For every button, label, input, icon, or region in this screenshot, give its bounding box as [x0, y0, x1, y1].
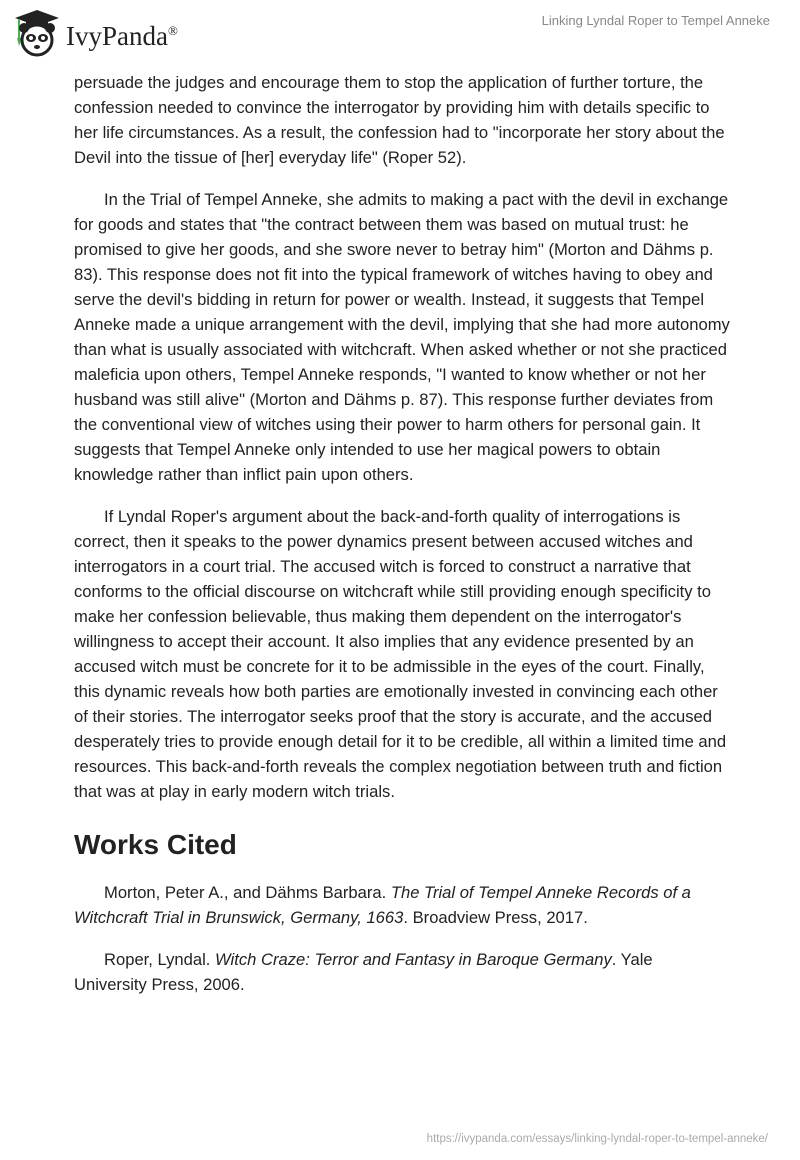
paragraph: If Lyndal Roper's argument about the back-and-forth quality of interrogations is correct, then it speaks to the power dynamics present between accused witches and interrogators in a court trial. The accused witch is forced to construct a narrative that conforms to the official discourse on witchcraft while still providing enough specificity to make her confession believable, thus making them dependent on the interrogator's willingness to accept their account. It also implies that any evidence presented by an accused witch must be concrete for it to be admissible in the eyes of the court. Finally, this dynamic reveals how both parties are emotionally invested in convincing each other of their stories. The interrogator seeks proof that the story is accurate, and the accused desperately tries to provide enough detail for it to be credible, all within a limited time and resources. This back-and-forth reveals the complex negotiation between truth and fiction that was at play in early modern witch trials.: [74, 507, 727, 801]
citation-author: Roper, Lyndal.: [104, 950, 216, 969]
citation-title: The Trial of Tempel Anneke Records of a Witchcraft Trial in Brunswick, Germany, 1663: [74, 883, 691, 927]
document-title: Linking Lyndal Roper to Tempel Anneke: [541, 13, 770, 28]
registered-mark: ®: [167, 22, 178, 38]
citation: [74, 880, 730, 930]
citation-publisher: . Broadview Press, 2017.: [403, 908, 588, 927]
brand-name: IvyPanda: [66, 20, 168, 51]
paragraph: persuade the judges and encourage them to stop the application of further torture, the confession needed to convince the interrogator by providing him with details specific to her life circumstances. As a result, the confession had to "incorporate her story about the Devil into the tissue of [her] everyday life" (Roper 52).: [74, 73, 725, 167]
essay-body: [74, 70, 730, 1014]
page-header: [0, 0, 800, 60]
citation-title: Witch Craze: Terror and Fantasy in Baroque Germany: [215, 950, 612, 969]
citation-author: Morton, Peter A., and Dähms Barbara.: [104, 883, 391, 902]
citation-publisher: . Yale University Press, 2006.: [74, 950, 653, 994]
source-url[interactable]: https://ivypanda.com/essays/linking-lyndal-roper-to-tempel-anneke/: [426, 1133, 768, 1145]
citation: [74, 947, 730, 997]
works-cited-heading: Works Cited: [74, 829, 237, 860]
paragraph: In the Trial of Tempel Anneke, she admits to making a pact with the devil in exchange for goods and states that "the contract between them was based on mutual trust: he promised to give her goods, and she swore never to betray him" (Morton and Dähms p. 83). This response does not fit into the typical framework of witches having to obey and serve the devil's bidding in return for power or wealth. Instead, it suggests that Tempel Anneke made a unique arrangement with the devil, implying that she had more autonomy than what is usually associated with witchcraft. When asked whether or not she practiced maleficia upon others, Tempel Anneke responds, "I wanted to know whether or not her husband was still alive" (Morton and Dähms p. 87). This response further deviates from the conventional view of witches using their power to harm others for personal gain. It suggests that Tempel Anneke only intended to use her magical powers to obtain knowledge rather than inflict pain upon others.: [74, 190, 730, 484]
ivypanda-logo[interactable]: [14, 8, 178, 58]
panda-graduate-icon: [14, 8, 60, 58]
